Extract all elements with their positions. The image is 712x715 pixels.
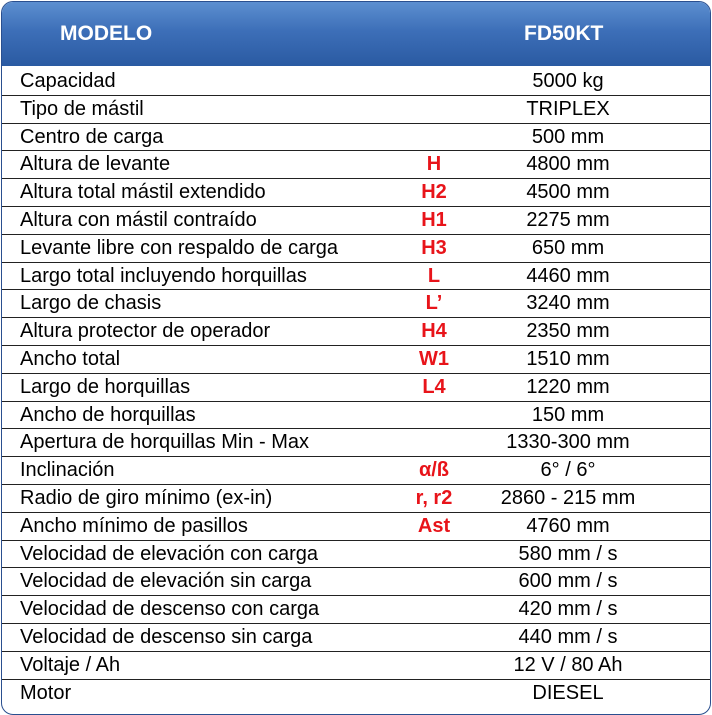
table-row — [2, 346, 710, 374]
spec-label: Largo total incluyendo horquillas — [20, 264, 307, 287]
spec-rows — [2, 68, 710, 707]
spec-label: Apertura de horquillas Min - Max — [20, 431, 310, 454]
table-row — [2, 624, 710, 652]
dimension-code: Ast — [417, 514, 451, 537]
spec-label: Altura protector de operador — [20, 320, 271, 343]
table-row — [2, 290, 710, 318]
table-row — [2, 263, 710, 291]
spec-label: Centro de carga — [20, 125, 164, 148]
spec-label: Ancho mínimo de pasillos — [20, 514, 248, 537]
spec-label: Levante libre con respaldo de carga — [20, 236, 338, 259]
table-row — [2, 124, 710, 152]
spec-label: Ancho de horquillas — [20, 403, 196, 426]
table-row — [2, 652, 710, 680]
table-row — [2, 513, 710, 541]
spec-value: 500 mm — [531, 125, 605, 148]
dimension-code: r, r2 — [415, 486, 453, 509]
table-row — [2, 485, 710, 513]
spec-value: 4760 mm — [526, 514, 610, 537]
spec-label: Velocidad de descenso con carga — [20, 598, 320, 621]
dimension-code: H — [426, 153, 442, 176]
spec-value: 1220 mm — [526, 375, 610, 398]
dimension-code: H1 — [421, 208, 447, 231]
spec-value: DIESEL — [532, 681, 604, 704]
spec-label: Velocidad de descenso sin carga — [20, 625, 313, 648]
table-row — [2, 96, 710, 124]
model-name: FD50KT — [524, 22, 604, 45]
dimension-code: L’ — [425, 292, 443, 315]
spec-label: Capacidad — [20, 70, 116, 92]
spec-label: Velocidad de elevación con carga — [20, 542, 318, 565]
dimension-code: α/ß — [418, 459, 450, 482]
spec-value: 600 mm / s — [518, 570, 618, 593]
dimension-code: H2 — [421, 181, 447, 204]
spec-label: Voltaje / Ah — [20, 653, 121, 676]
table-row — [2, 541, 710, 569]
spec-value: 12 V / 80 Ah — [513, 653, 623, 676]
dimension-code: H4 — [421, 320, 447, 343]
spec-label: Altura total mástil extendido — [20, 181, 266, 204]
spec-value: 2860 - 215 mm — [500, 486, 636, 509]
spec-label: Tipo de mástil — [20, 97, 144, 120]
dimension-code: L — [427, 264, 441, 287]
spec-label: Altura con mástil contraído — [20, 208, 257, 231]
table-row — [2, 207, 710, 235]
table-row — [2, 374, 710, 402]
spec-value: 2275 mm — [526, 208, 610, 231]
spec-table — [1, 1, 711, 715]
spec-label: Radio de giro mínimo (ex-in) — [20, 486, 273, 509]
model-column-label: MODELO — [60, 22, 153, 45]
table-row — [2, 402, 710, 430]
spec-label: Largo de chasis — [20, 292, 162, 315]
table-row — [2, 151, 710, 179]
table-row — [2, 457, 710, 485]
spec-value: 650 mm — [531, 236, 605, 259]
spec-label: Motor — [20, 681, 72, 704]
spec-value: 1330-300 mm — [506, 431, 630, 454]
spec-value: 150 mm — [531, 403, 605, 426]
spec-value: 4500 mm — [526, 181, 610, 204]
table-header — [2, 2, 710, 66]
spec-label: Altura de levante — [20, 153, 171, 176]
table-row — [2, 235, 710, 263]
spec-value: 420 mm / s — [518, 598, 618, 621]
table-row — [2, 68, 710, 96]
spec-value: 4800 mm — [526, 153, 610, 176]
spec-label: Velocidad de elevación sin carga — [20, 570, 312, 593]
spec-value: 6° / 6° — [540, 459, 596, 482]
spec-label: Inclinación — [20, 459, 115, 482]
spec-value: 2350 mm — [526, 320, 610, 343]
table-row — [2, 429, 710, 457]
dimension-code: W1 — [419, 347, 449, 370]
table-row — [2, 179, 710, 207]
dimension-code: L4 — [422, 375, 446, 398]
spec-value: 440 mm / s — [518, 625, 618, 648]
spec-value: 4460 mm — [526, 264, 610, 287]
table-row — [2, 318, 710, 346]
table-row — [2, 568, 710, 596]
spec-value: TRIPLEX — [526, 97, 610, 120]
spec-label: Ancho total — [20, 347, 121, 370]
spec-value: 580 mm / s — [518, 542, 618, 565]
spec-value: 5000 kg — [532, 70, 604, 92]
spec-value: 3240 mm — [526, 292, 610, 315]
dimension-code: H3 — [421, 236, 447, 259]
table-row — [2, 596, 710, 624]
table-row — [2, 680, 710, 708]
spec-label: Largo de horquillas — [20, 375, 191, 398]
spec-value: 1510 mm — [526, 347, 610, 370]
